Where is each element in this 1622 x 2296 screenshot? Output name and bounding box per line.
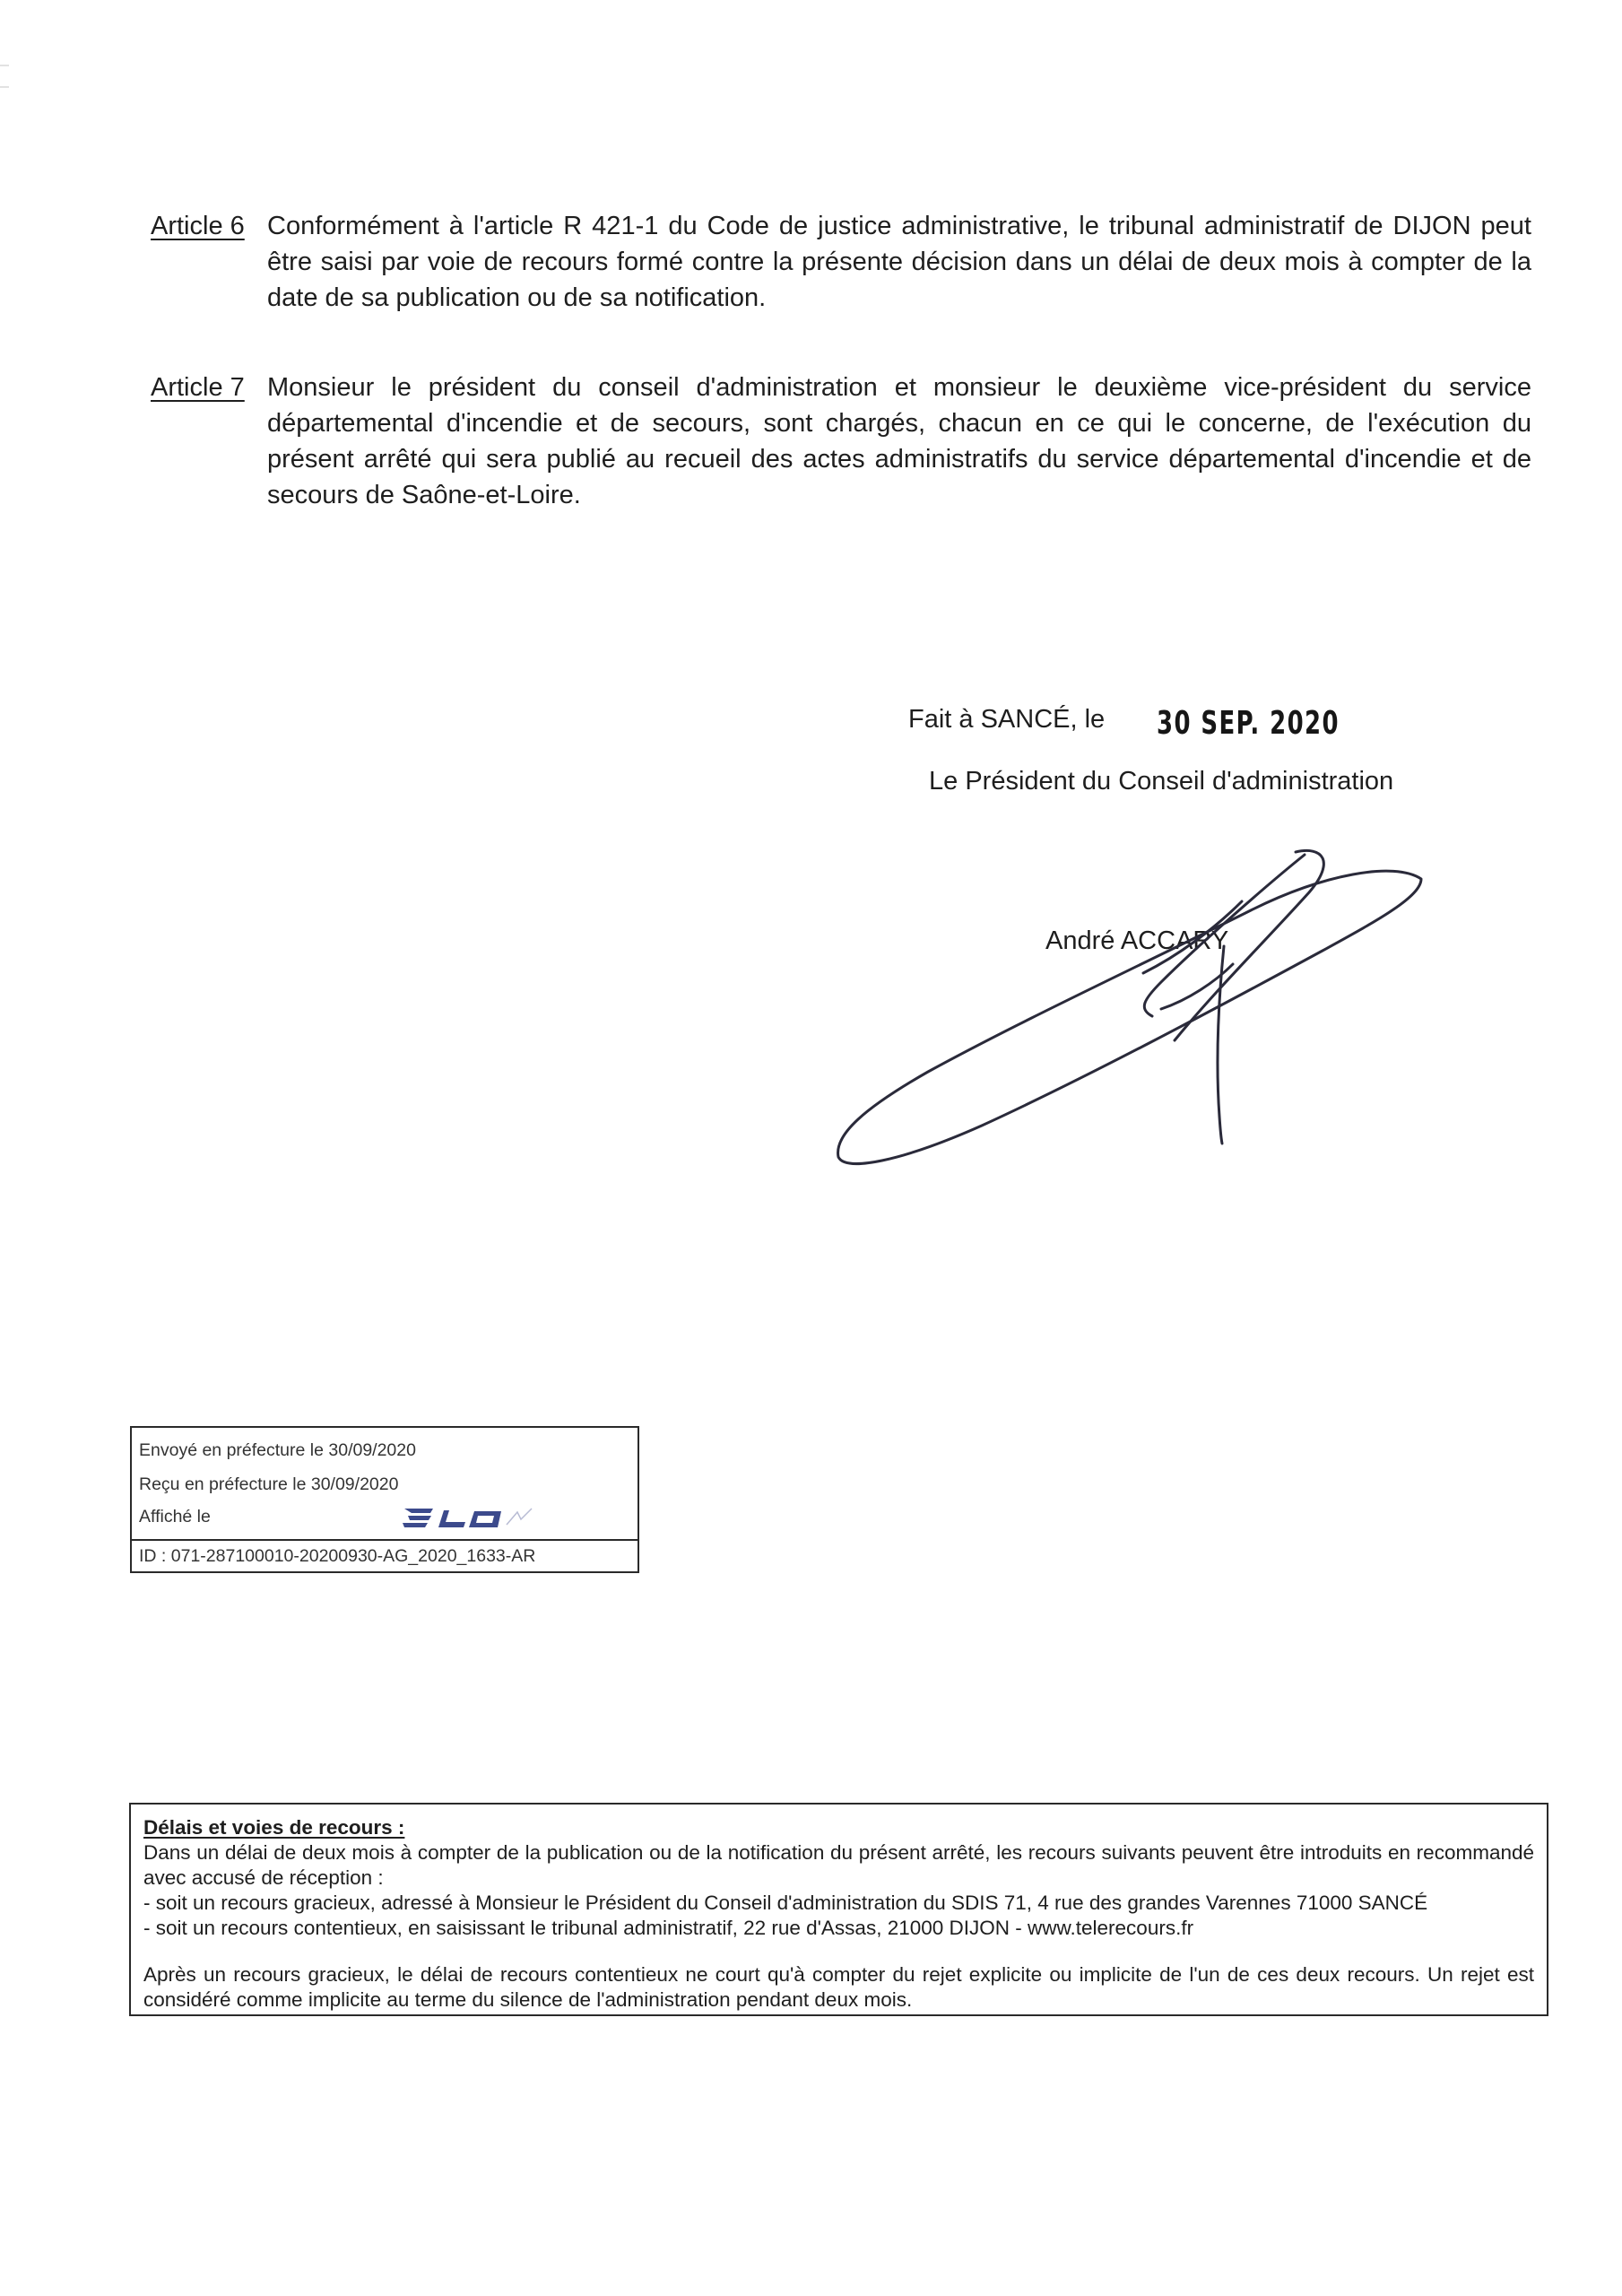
article-7-text: Monsieur le président du conseil d'administration et monsieur le deuxième vice-président du service départemental d'incendie et de secours, sont chargés, chacun en ce qui le concerne, de l'exécution du présent arrêté qui sera publié au recueil des actes administratifs du service départemental d'incendie et de secours de Saône-et-Loire.	[267, 373, 1531, 509]
stamp-posted: Affiché le	[139, 1507, 211, 1526]
handwritten-signature	[820, 848, 1448, 1175]
recours-box	[129, 1803, 1548, 2016]
article-6-label: Article 6	[151, 212, 245, 240]
signatory-name: André ACCARY	[1045, 926, 1229, 955]
recours-title: Délais et voies de recours :	[143, 1816, 405, 1839]
prefecture-stamp	[130, 1426, 639, 1573]
recours-note: Après un recours gracieux, le délai de recours contentieux ne court qu'à compter du rejet explicite ou implicite de l'un de ces deux recours. Un rejet est considéré comme implicite au terme du silence de l'administration pendant deux mois.	[143, 1963, 1534, 2011]
scan-edge-mark	[0, 86, 9, 88]
recours-gracieux: - soit un recours gracieux, adressé à Monsieur le Président du Conseil d'administration du SDIS 71, 4 rue des grandes Varennes 71000 SANCÉ	[143, 1892, 1428, 1914]
stamp-id-row	[132, 1539, 638, 1575]
date-stamp: 30 SEP. 2020	[1157, 705, 1340, 742]
recours-spacer	[143, 1941, 1534, 1962]
article-7	[151, 370, 1531, 513]
article-6-text: Conformément à l'article R 421-1 du Code de justice administrative, le tribunal administratif de DIJON peut être saisi par voie de recours formé contre la présente décision dans un délai de deux mois à compter de la date de sa publication ou de sa notification.	[267, 212, 1531, 312]
scan-edge-mark	[0, 65, 9, 66]
signoff-place: Fait à SANCÉ, le	[908, 705, 1106, 734]
recours-contentieux: - soit un recours contentieux, en saisissant le tribunal administratif, 22 rue d'Assas, 21000 DIJON - www.telerecours.fr	[143, 1917, 1194, 1939]
article-7-label: Article 7	[151, 373, 245, 402]
recours-intro: Dans un délai de deux mois à compter de la publication ou de la notification du présent arrêté, les recours suivants peuvent être introduits en recommandé avec accusé de réception :	[143, 1841, 1534, 1889]
stamp-received-date: Reçu en préfecture le 30/09/2020	[139, 1474, 399, 1494]
signatory-title: Le Président du Conseil d'administration	[929, 767, 1394, 796]
slo-logo-icon	[401, 1503, 535, 1530]
stamp-sent-date: Envoyé en préfecture le 30/09/2020	[139, 1440, 416, 1460]
stamp-act-id: ID : 071-287100010-20200930-AG_2020_1633-AR	[139, 1546, 536, 1566]
article-6	[151, 208, 1531, 316]
